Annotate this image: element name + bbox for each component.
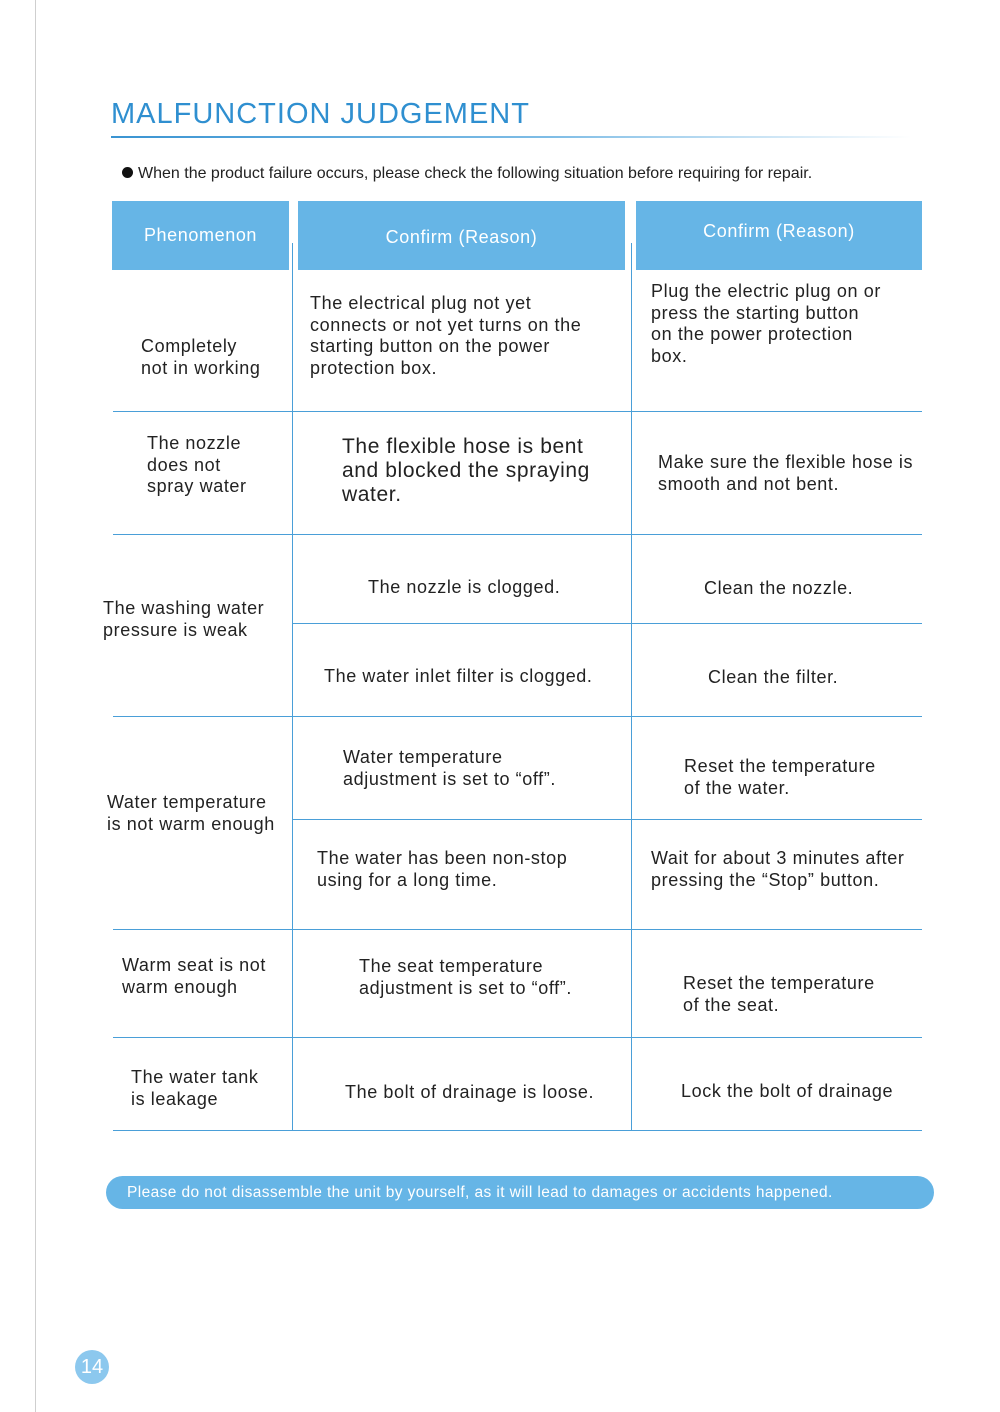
reason-cell: The bolt of drainage is loose. (345, 1082, 595, 1102)
phenomenon-cell: Warm seat is not warm enough (122, 955, 266, 997)
reason-cell: The seat temperature adjustment is set to “off”. (359, 956, 572, 998)
page-title: MALFUNCTION JUDGEMENT (111, 98, 530, 130)
remedy-cell: Clean the filter. (708, 667, 839, 687)
row-divider (113, 411, 922, 412)
reason-cell: Water temperature adjustment is set to “off”. (343, 747, 556, 789)
phenomenon-cell: Water temperature is not warm enough (107, 792, 275, 834)
row-divider (113, 716, 922, 717)
phenomenon-cell: Completely not in working (141, 336, 261, 378)
table-divider (631, 243, 632, 1131)
remedy-cell: Clean the nozzle. (704, 578, 854, 598)
header-confirm-reason: Confirm (Reason) (298, 201, 625, 270)
remedy-cell: Lock the bolt of drainage (681, 1081, 894, 1101)
phenomenon-cell: The nozzle does not spray water (147, 433, 247, 496)
header-confirm-remedy: Confirm (Reason) (636, 201, 922, 270)
reason-cell: The water inlet filter is clogged. (324, 666, 593, 686)
page-number-badge: 14 (75, 1350, 109, 1384)
warning-banner (106, 1176, 934, 1209)
reason-cell: The water has been non-stop using for a long time. (317, 848, 568, 890)
page-margin-line (35, 0, 36, 1412)
row-divider (113, 1037, 922, 1038)
reason-cell: The flexible hose is bent and blocked the spraying water. (342, 435, 590, 506)
phenomenon-cell: The washing water pressure is weak (103, 598, 265, 640)
row-divider (293, 623, 922, 624)
remedy-cell: Reset the temperature of the water. (684, 756, 876, 798)
reason-cell: The nozzle is clogged. (368, 577, 561, 597)
row-divider (113, 1130, 922, 1131)
remedy-cell: Plug the electric plug on or press the starting button on the power protection box. (651, 281, 881, 366)
header-phenomenon: Phenomenon (112, 201, 289, 270)
row-divider (293, 819, 922, 820)
phenomenon-cell: The water tank is leakage (131, 1067, 259, 1109)
bullet-icon (122, 167, 133, 178)
row-divider (113, 929, 922, 930)
title-underline (111, 136, 911, 138)
warning-text: Please do not disassemble the unit by yourself, as it will lead to damages or accidents happened. (127, 1183, 833, 1201)
intro-text: When the product failure occurs, please check the following situation before requiring for repair. (138, 165, 813, 182)
table-divider (292, 243, 293, 1131)
row-divider (113, 534, 922, 535)
remedy-cell: Reset the temperature of the seat. (683, 973, 875, 1015)
intro-note (122, 165, 812, 183)
remedy-cell: Make sure the flexible hose is smooth and not bent. (658, 452, 914, 494)
reason-cell: The electrical plug not yet connects or not yet turns on the starting button on the power protection box. (310, 293, 582, 378)
remedy-cell: Wait for about 3 minutes after pressing the “Stop” button. (651, 848, 905, 890)
